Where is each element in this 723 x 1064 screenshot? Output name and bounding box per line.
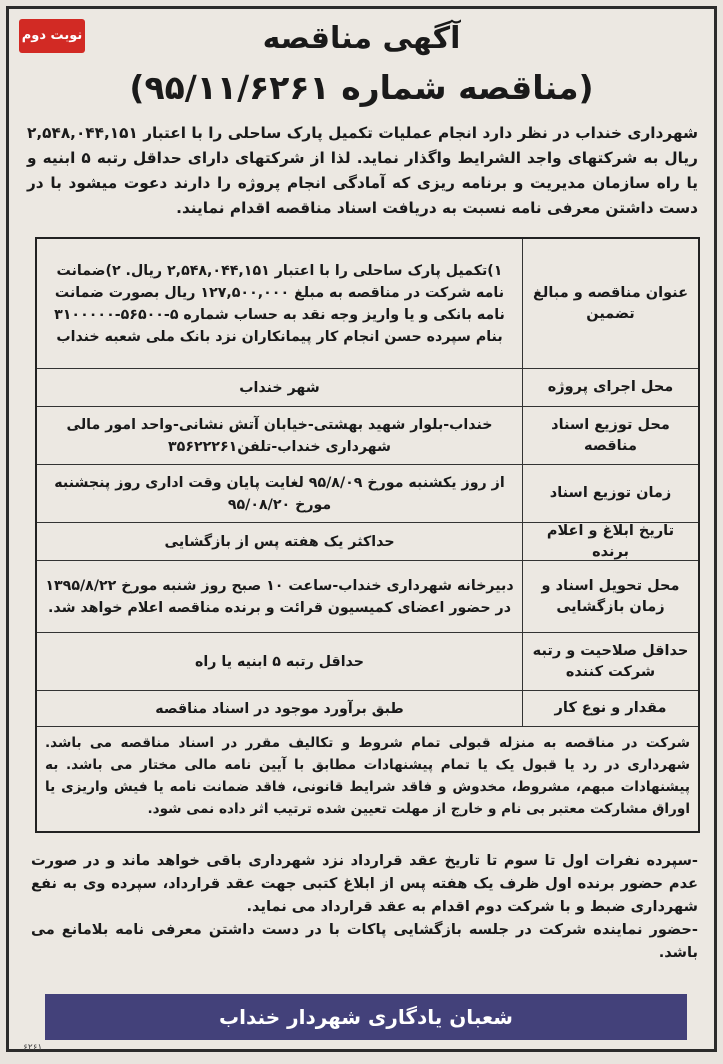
table-row <box>37 369 698 407</box>
row-label: تاریخ ابلاغ و اعلام برنده <box>522 523 698 560</box>
row-label: مقدار و نوع کار <box>522 691 698 726</box>
note-deposit: -سپرده نفرات اول تا سوم تا تاریخ عقد قرارداد نزد شهرداری باقی خواهد ماند و در صورت عدم حضور برنده اول ظرف یک هفته پس از ابلاغ کتبی جهت عقد قرارداد، سپرده وی به نفع شهرداری ضبط و با شرکت دوم اقدام به عقد قرارداد می نماید. <box>31 852 698 915</box>
row-value: طبق برآورد موجود در اسناد مناقصه <box>155 700 404 717</box>
page-title: آگهی مناقصه <box>262 21 461 56</box>
table-row <box>37 691 698 727</box>
table-row <box>37 407 698 465</box>
row-value: دبیرخانه شهرداری خنداب-ساعت ۱۰ صبح روز شنبه مورخ ۱۳۹۵/۸/۲۲ در حضور اعضای کمیسیون قرائت و برنده مناقصه اعلام خواهد شد. <box>45 577 514 616</box>
table-row <box>37 561 698 633</box>
table-row <box>37 465 698 523</box>
row-label: محل تحویل اسناد و زمان بازگشایی <box>522 561 698 632</box>
row-label: زمان توزیع اسناد <box>522 465 698 522</box>
row-value: از روز یکشنبه مورخ ۹۵/۸/۰۹ لغایت پایان وقت اداری روز پنجشنبه مورخ ۹۵/۰۸/۲۰ <box>54 474 505 513</box>
row-label: عنوان مناقصه و مبالغ تضمین <box>522 239 698 368</box>
row-value: خنداب-بلوار شهید بهشتی-خیابان آتش نشانی-واحد امور مالی شهرداری خنداب-تلفن۳۵۶۲۲۲۶۱ <box>66 416 493 455</box>
mayor-signature-bar: شعبان یادگاری شهردار خنداب <box>45 994 687 1040</box>
row-label: محل توزیع اسناد مناقصه <box>522 407 698 464</box>
row-label: حداقل صلاحیت و رتبه شرکت کننده <box>522 633 698 690</box>
notes-section <box>31 849 698 964</box>
table-row <box>37 633 698 691</box>
row-label: محل اجرای پروژه <box>522 369 698 406</box>
row-value: شهر خنداب <box>239 379 320 396</box>
note-attendance: -حضور نماینده شرکت در جلسه بازگشایی پاکات با در دست داشتن معرفی نامه بلامانع می باشد. <box>31 921 698 961</box>
announcement-page <box>6 6 717 1052</box>
row-value: حداقل رتبه ۵ ابنیه یا راه <box>195 653 364 670</box>
table-footer-terms: شرکت در مناقصه به منزله قبولی تمام شروط و تکالیف مقرر در اسناد مناقصه می باشد. شهرداری در رد یا قبول یک یا تمام پیشنهادات مطابق با آیین نامه مالی مختار می باشد. به پیشنهادات مبهم، مشروط، مخدوش و فاقد شرایط قانونی، فاقد ضمانت نامه یا فیش واریزی یا اوراق مشارکت معتبر بی نام و خارج از مهلت تعیین شده ترتیب اثر داده نمی شود. <box>45 735 690 817</box>
tender-number-title: (مناقصه شماره ۹۵/۱۱/۶۲۶۱) <box>129 68 594 107</box>
table-row <box>37 239 698 369</box>
tender-details-table <box>35 237 700 833</box>
page-number: ۶۲۶۱ <box>23 1043 43 1053</box>
table-row <box>37 523 698 561</box>
second-round-badge: نوبت دوم <box>19 19 85 53</box>
intro-paragraph: شهرداری خنداب در نظر دارد انجام عملیات تکمیل پارک ساحلی را با اعتبار ۲,۵۴۸,۰۴۴,۱۵۱ ریال به شرکتهای واجد الشرایط واگذار نماید. لذا از شرکتهای دارای حداقل رتبه ۵ ابنیه و یا راه سازمان مدیریت و برنامه ریزی که آمادگی انجام پروژه را دارند دعوت میشود با در دست داشتن معرفی نامه نسبت به دریافت اسناد مناقصه اقدام نمایند. <box>27 124 698 217</box>
row-value: ۱)تکمیل پارک ساحلی را با اعتبار ۲,۵۴۸,۰۴۴,۱۵۱ ریال. ۲)ضمانت نامه شرکت در مناقصه به مبلغ ۱۲۷,۵۰۰,۰۰۰ ریال بصورت ضمانت نامه بانکی و یا واریز وجه نقد به حساب شماره ۵-۵۶۵۰۰-۳۱۰۰۰۰۰ بنام سپرده حسن انجام کار پیمانکاران نزد بانک ملی شعبه خنداب <box>54 262 505 345</box>
row-value: حداکثر یک هفته پس از بازگشایی <box>164 533 395 550</box>
